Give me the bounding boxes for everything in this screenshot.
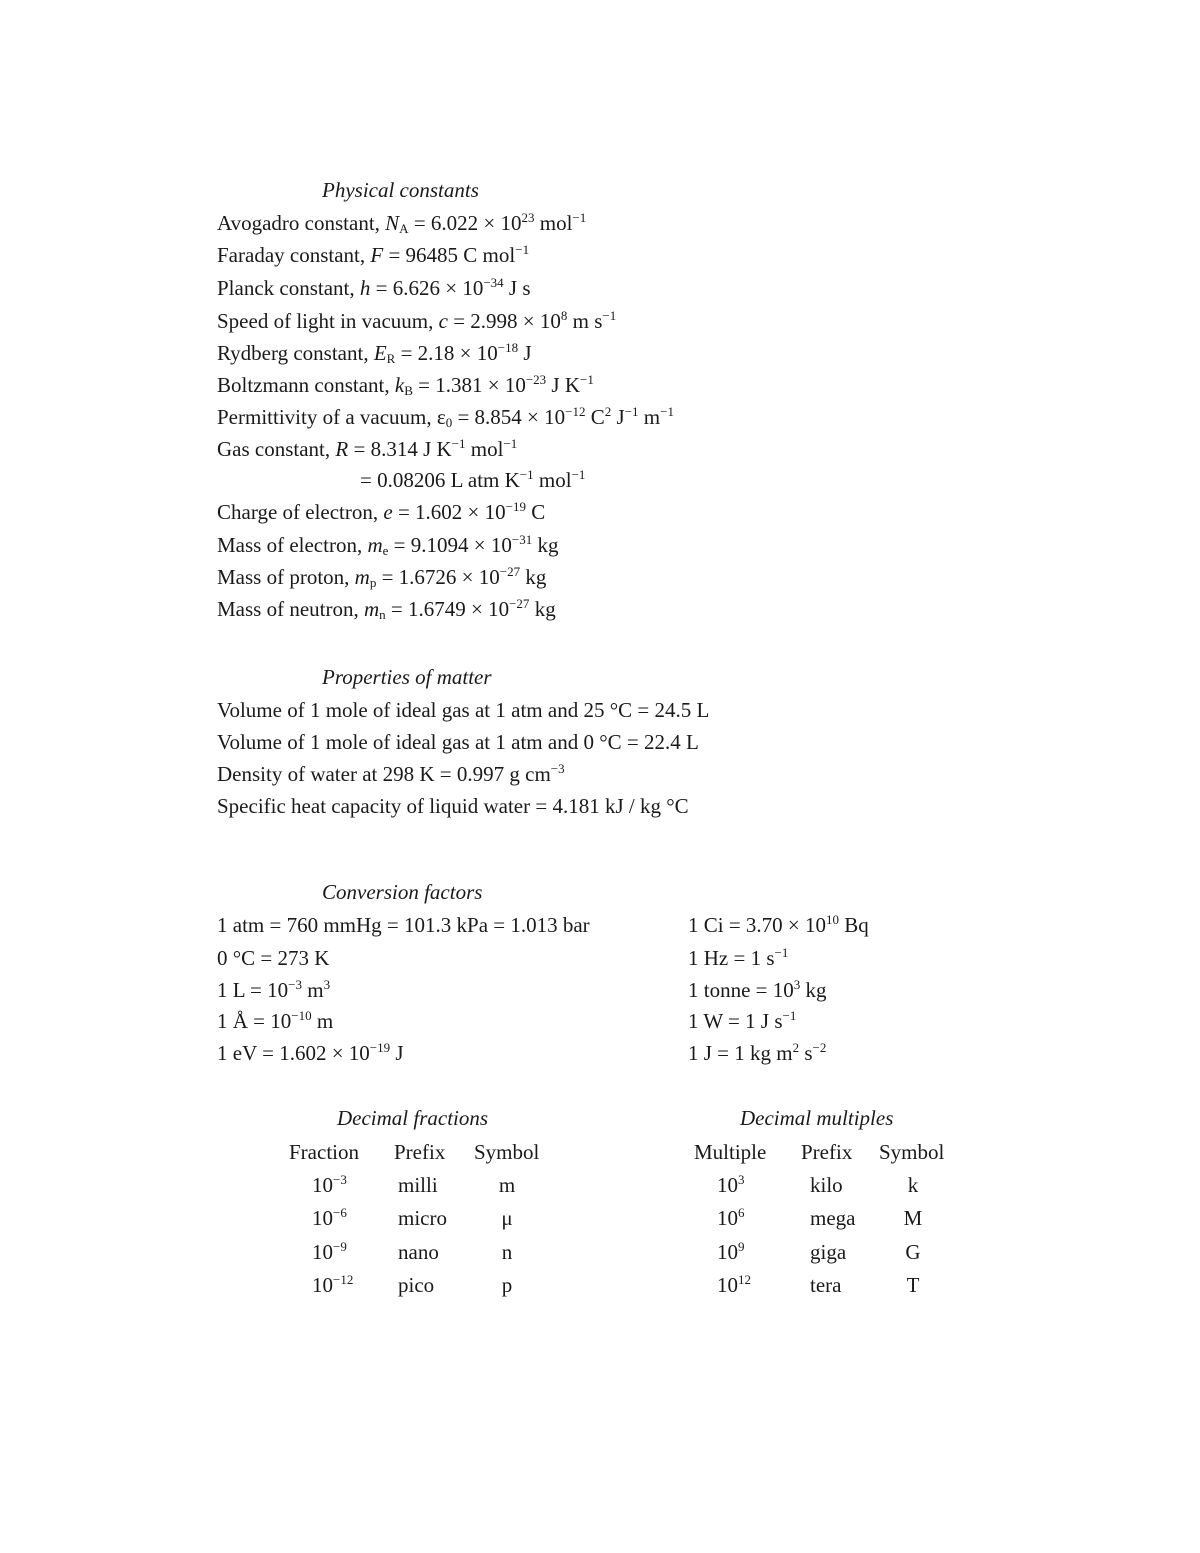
fraction-value: $10^{-9}$ [312,1239,347,1264]
curie-conversion: 1 $Ci = 3.70 \times 10^{10}$ Bq [688,912,869,937]
tonne-conversion: 1 tonne = $10^3$ kg [688,977,827,1002]
multiple-value: $10^6$ [717,1205,745,1230]
conversion-factors-heading: Conversion factors [322,880,483,904]
ideal-gas-25c-line: Volume of 1 mole of ideal gas at 1 atm and 25 °C = 24.5 L [217,698,710,722]
multiple-symbol: G [905,1240,921,1264]
boltzmann-line: Boltzmann constant, $k_B = 1.381 \times 10^{-23}$ J $K^{-1}$ [217,372,594,398]
proton-mass-line: Mass of proton, $m_p = 1.6726 \times 10^{-27}$ kg [217,564,547,590]
fraction-symbol: n [501,1240,513,1264]
speed-of-light-line: Speed of light in vacuum, $c = 2.998 \times 10^8$ m $s^{-1}$ [217,308,617,333]
fractions-header-symbol: Symbol [474,1140,540,1164]
multiple-value: $10^9$ [717,1239,745,1264]
ev-conversion: 1 eV = $1.602 \times 10^{-19}$ J [217,1040,404,1065]
gas-constant-alt-line: = 0.08206 L atm $K^{-1}$ mol$^{-1}$ [360,467,586,492]
multiple-prefix: mega [810,1206,856,1230]
avogadro-line: Avogadro constant, $N_A = 6.022 \times 10^{23}$ mol$^{-1}$ [217,210,587,236]
neutron-mass-line: Mass of neutron, $m_n = 1.6749 \times 10^{-27}$ kg [217,596,556,622]
planck-line: Planck constant, $h = 6.626 \times 10^{-34}$ J s [217,275,531,300]
atm-conversion: 1 atm = 760 mmHg = 101.3 kPa = 1.013 bar [217,913,590,937]
multiples-header-prefix: Prefix [801,1140,853,1164]
water-density-line: Density of water at 298 K = 0.997 g $cm^{-3}$ [217,761,565,786]
fraction-prefix: nano [398,1240,439,1264]
properties-of-matter-heading: Properties of matter [322,665,492,689]
angstrom-conversion: 1 Å = $10^{-10}$ m [217,1008,334,1033]
permittivity-line: Permittivity of a vacuum, $\varepsilon_0 = 8.854 \times 10^{-12}$ $C^2$ $J^{-1}$ $m^{-1}$ [217,404,674,430]
fraction-prefix: milli [398,1173,438,1197]
multiples-header-symbol: Symbol [879,1140,945,1164]
electron-mass-line: Mass of electron, $m_e = 9.1094 \times 10^{-31}$ kg [217,532,559,558]
joule-conversion: 1 J = 1 kg $m^2$ $s^{-2}$ [688,1040,827,1065]
hertz-conversion: 1 Hz = 1 $s^{-1}$ [688,945,789,970]
multiple-value: $10^{12}$ [717,1272,751,1297]
multiple-value: $10^3$ [717,1172,745,1197]
fraction-symbol: μ [501,1206,513,1230]
decimal-multiples-heading: Decimal multiples [740,1106,894,1130]
multiple-prefix: kilo [810,1173,843,1197]
fraction-prefix: pico [398,1273,435,1297]
gas-constant-line: Gas constant, R = 8.314 J $K^{-1}$ mol$^{-1}$ [217,436,518,461]
fractions-header-prefix: Prefix [394,1140,446,1164]
fraction-value: $10^{-12}$ [312,1272,354,1297]
heat-capacity-line: Specific heat capacity of liquid water = 4.181 kJ / kg °C [217,794,689,818]
ideal-gas-0c-line: Volume of 1 mole of ideal gas at 1 atm and 0 °C = 22.4 L [217,730,699,754]
celsius-kelvin-conversion: 0 °C = 273 K [217,946,330,970]
fraction-symbol: m [498,1173,516,1197]
decimal-fractions-heading: Decimal fractions [337,1106,489,1130]
rydberg-line: Rydberg constant, $E_R = 2.18 \times 10^{-18}$ J [217,340,532,366]
liter-conversion: 1 $L = 10^{-3}$ $m^3$ [217,977,331,1002]
fraction-value: $10^{-6}$ [312,1205,347,1230]
fractions-header-fraction: Fraction [289,1140,359,1164]
multiple-prefix: giga [810,1240,847,1264]
multiple-prefix: tera [810,1273,842,1297]
electron-charge-line: Charge of electron, $e = 1.602 \times 10^{-19}$ C [217,499,546,524]
faraday-line: Faraday constant, F = 96485 C mol$^{-1}$ [217,242,530,267]
physical-constants-heading: Physical constants [322,178,479,202]
fraction-value: $10^{-3}$ [312,1172,347,1197]
watt-conversion: 1 W = 1 J $s^{-1}$ [688,1008,797,1033]
multiple-symbol: k [907,1173,919,1197]
fraction-prefix: micro [398,1206,447,1230]
fraction-symbol: p [501,1273,513,1297]
multiple-symbol: M [903,1206,923,1230]
multiple-symbol: T [906,1273,920,1297]
multiples-header-multiple: Multiple [694,1140,767,1164]
